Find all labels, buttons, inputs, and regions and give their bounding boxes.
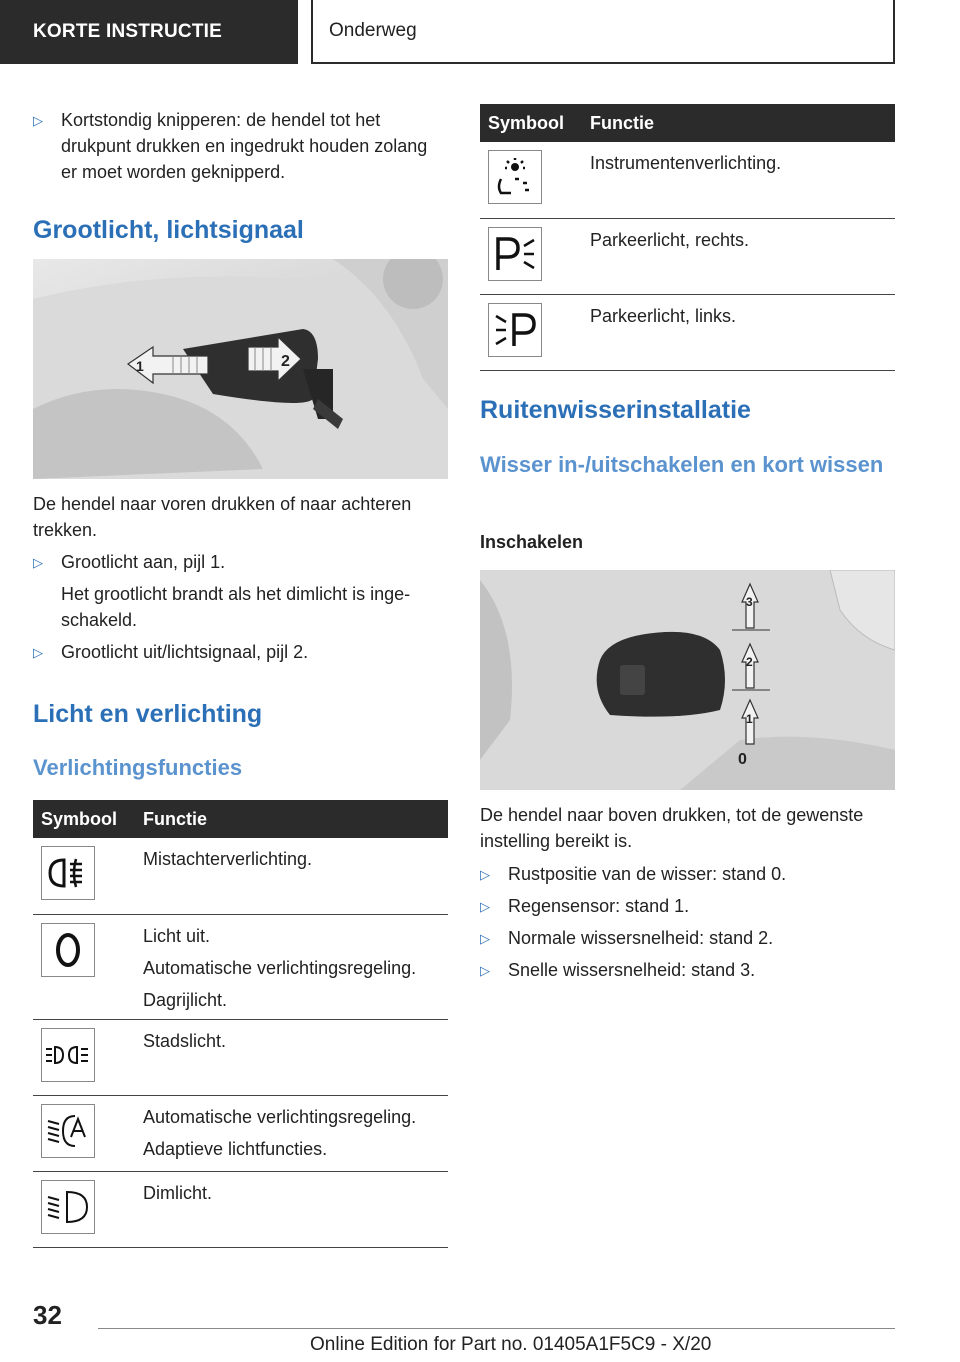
- figure-label-2: 2: [281, 353, 290, 370]
- function-text: Instrumentenverlichting.: [590, 153, 782, 173]
- figure-label-1: 1: [136, 358, 144, 374]
- page-number: 32: [33, 1300, 62, 1330]
- chapter-title: Onderweg: [329, 20, 417, 41]
- bullet-item: ▷ Snelle wissersnelheid: stand 3.: [480, 957, 895, 984]
- section-title: KORTE INSTRUCTIE: [33, 21, 222, 42]
- footer-divider: [98, 1328, 895, 1329]
- light-off-icon: [41, 923, 95, 977]
- heading-inschakelen: Inschakelen: [480, 532, 584, 552]
- bullet-item: ▷ Normale wissersnelheid: stand 2.: [480, 925, 895, 952]
- function-text: Mistachterverlichting.: [143, 849, 313, 869]
- table-row: [480, 142, 895, 218]
- function-text: Licht uit.: [143, 925, 211, 946]
- paragraph-wisser: De hendel naar boven drukken, tot de gewenste instelling bereikt is.: [480, 805, 864, 851]
- function-text: Parkeerlicht, rechts.: [590, 229, 750, 250]
- chapter-tab: [311, 0, 895, 64]
- figure-high-beam-lever: [33, 259, 448, 479]
- heading-functies: Verlichtingsfuncties: [33, 755, 243, 780]
- rear-fog-light-icon: [41, 846, 95, 900]
- table-header-function: Functie: [135, 800, 448, 838]
- function-text: Parkeerlicht, links.: [590, 305, 737, 326]
- heading-licht: Licht en verlichting: [33, 700, 263, 728]
- table-header-function: Functie: [582, 104, 895, 142]
- lighting-functions-table: [33, 800, 448, 1248]
- low-beam-icon: [41, 1180, 95, 1234]
- figure-label-3: 3: [746, 595, 753, 609]
- paragraph-hendel: De hendel naar voren drukken of naar achteren trekken.: [33, 494, 412, 540]
- table-row: [480, 294, 895, 370]
- triangle-bullet-icon: ▷: [33, 555, 43, 570]
- triangle-bullet-icon: ▷: [33, 645, 43, 660]
- function-text: Automatische verlichtingsregeling.: [143, 1106, 417, 1127]
- triangle-bullet-icon: ▷: [480, 867, 490, 882]
- bullet-item: ▷ Regensensor: stand 1.: [480, 893, 895, 920]
- footer-edition: Online Edition for Part no. 01405A1F5C9 - X/20: [310, 1334, 712, 1355]
- function-text: Dimlicht.: [143, 1182, 213, 1203]
- function-text: Automatische verlichtingsregeling.: [143, 957, 417, 978]
- figure-label-2: 2: [746, 655, 753, 669]
- bullet-item: ▷ Rustpositie van de wisser: stand 0.: [480, 861, 895, 888]
- heading-ruitenwisser: Ruitenwisserinstallatie: [480, 396, 751, 424]
- heading-grootlicht: Grootlicht, lichtsignaal: [33, 216, 304, 244]
- table-row: [33, 1095, 448, 1171]
- table-row: [33, 1019, 448, 1095]
- figure-wiper-lever: [480, 570, 895, 790]
- triangle-bullet-icon: ▷: [480, 963, 490, 978]
- function-text: Dagrijlicht.: [143, 989, 228, 1010]
- parking-light-icon: [41, 1028, 95, 1082]
- figure-label-0: 0: [738, 751, 747, 768]
- heading-wisser: Wisser in-/uitschakelen en kort wissen: [480, 452, 884, 477]
- auto-light-icon: [41, 1104, 95, 1158]
- triangle-bullet-icon: ▷: [480, 899, 490, 914]
- function-text: Stadslicht.: [143, 1030, 227, 1051]
- table-header-symbol: Symbool: [33, 800, 135, 838]
- bullet-subtext: Het grootlicht brandt als het dimlicht is ingeschakeld.: [61, 584, 411, 630]
- triangle-bullet-icon: ▷: [33, 113, 43, 128]
- bullet-item: ▷ Grootlicht uit/lichtsignaal, pijl 2.: [33, 639, 443, 666]
- instrument-lighting-table: [480, 104, 895, 371]
- table-row: [480, 218, 895, 294]
- table-row: [33, 914, 448, 1019]
- parking-light-left-icon: [488, 303, 542, 357]
- figure-label-1: 1: [746, 712, 753, 726]
- parking-light-right-icon: [488, 227, 542, 281]
- triangle-bullet-icon: ▷: [480, 931, 490, 946]
- section-tab: [0, 0, 298, 64]
- table-row: [33, 1171, 448, 1247]
- table-row: [33, 838, 448, 914]
- table-header-symbol: Symbool: [480, 104, 582, 142]
- bullet-item: ▷ Kortstondig knipperen: de hendel tot het drukpunt drukken en ingedrukt houden zolang er moet worden geknipperd.: [33, 107, 433, 185]
- function-text: Adaptieve lichtfuncties.: [143, 1138, 328, 1159]
- bullet-item: ▷ Grootlicht aan, pijl 1.: [33, 549, 443, 576]
- instrument-lighting-icon: [488, 150, 542, 204]
